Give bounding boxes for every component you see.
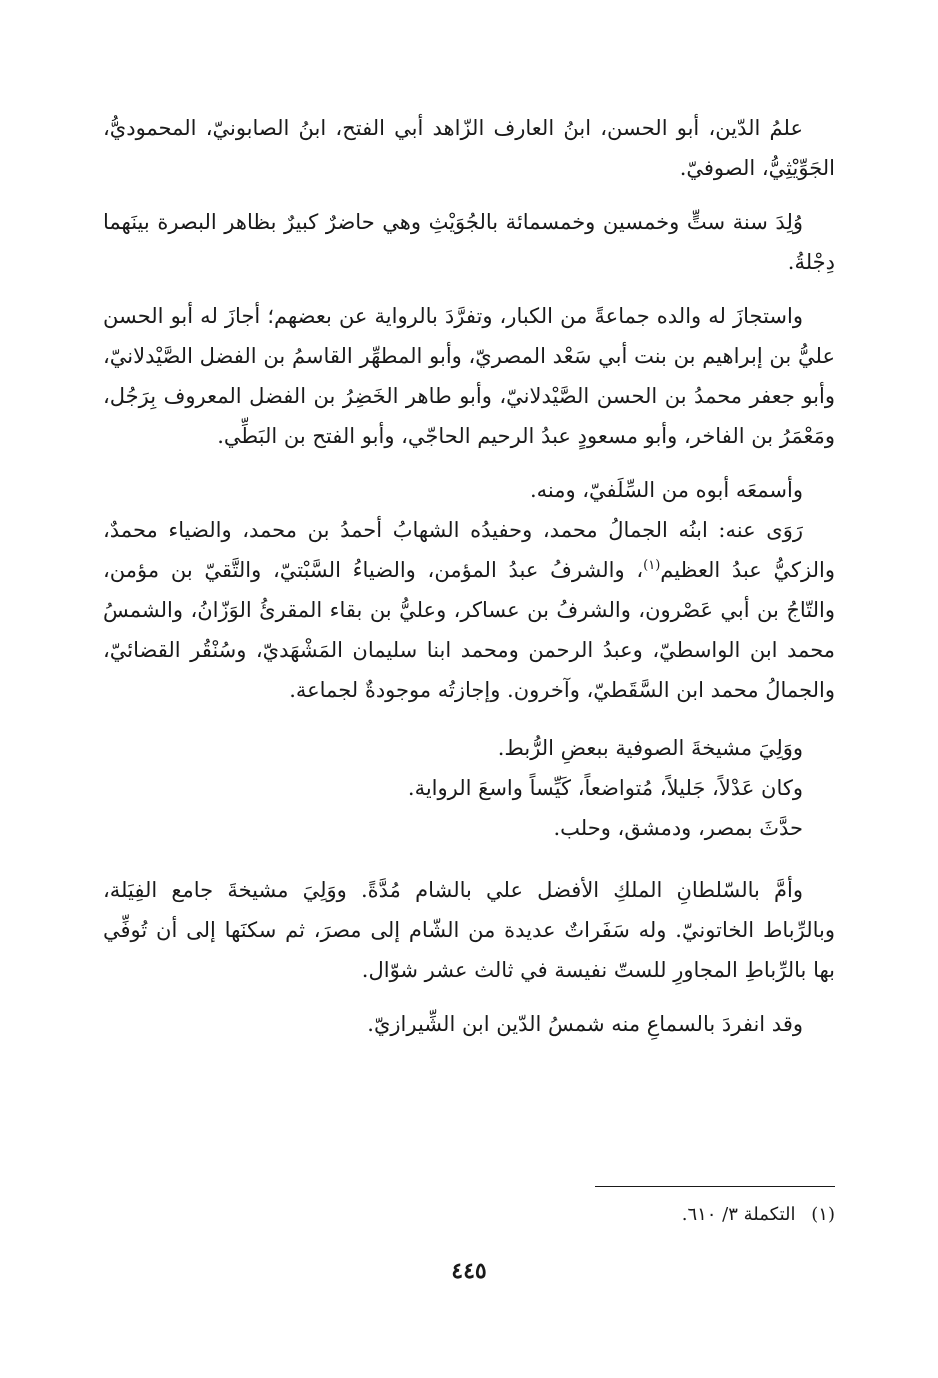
- footnote: [103, 1200, 835, 1230]
- line-sufi-post: ووَلِيَ مشيخةَ الصوفية ببعضِ الرُّبط.: [497, 736, 803, 760]
- paragraph-licenses: واستجازَ له والده جماعةً من الكبار، وتفرَّدَ بالرواية عن بعضهم؛ أجازَ له أبو الحسن عليُّ بن إبراهيم بن بنت أبي سَعْد المصريّ، وأبو المطهِّر القاسمُ بن الفضل الصَّيْدلانيّ، وأبو جعفر محمدُ بن الحسن الصَّيْدلانيّ، وأبو طاهر الخَضِرُ بن الفضل المعروف بِرَجُل، ومَعْمَرُ بن الفاخر، وأبو مسعودٍ عبدُ الرحيم الحاجّي، وأبو الفتح بن البَطِّي.: [103, 304, 835, 448]
- main-text: [103, 108, 835, 1044]
- page-number: ٤٤٥: [451, 1258, 487, 1284]
- footnote-marker: (١): [811, 1204, 835, 1225]
- narrators-text-b: ، والشرفُ عبدُ المؤمن، والضياءُ السَّبْتيّ، والتَّقيّ بن مؤمن، والتّاجُ بن أبي عَصْرون، والشرفُ بن عساكر، وعليُّ بن بقاء المقرئُ الوَزّانُ، والشمسُ محمد ابن الواسطيّ، وعبدُ الرحمن ومحمد ابنا سليمان المَشْهَديّ، وسُنْقُر القضائيّ، والجمالُ محمد ابن السَّقَطيّ، وآخرون. وإجازتُه موجودةٌ لجماعة.: [103, 558, 835, 702]
- paragraph-imam-travels: وأمَّ بالسّلطانِ الملكِ الأفضل علي بالشام مُدَّةً. ووَلِيَ مشيخةَ جامع الفِيَلة، وبالرِّباط الخاتونيّ. وله سَفَراتٌ عديدة من الشّام إلى مصرَ، ثم سكنَها إلى أن تُوفِّي بها بالرِّباطِ المجاورِ للستّ نفيسة في ثالث عشر شوّال.: [103, 878, 835, 982]
- paragraph-unique-hearing: وقد انفردَ بالسماعِ منه شمسُ الدّين ابن الشِّيرازيّ.: [367, 1012, 803, 1036]
- paragraph-birth: وُلِدَ سنة ستٍّ وخمسين وخمسمائة بالجُوَيْثِ وهي حاضرٌ كبيرٌ بظاهر البصرة بينَهما دِجْلةُ.: [103, 210, 835, 274]
- paragraph-name-lineage: علمُ الدّين، أبو الحسن، ابنُ العارف الزّاهد أبي الفتح، ابنُ الصابونيّ، المحموديُّ، الجَوِّيْثِيُّ، الصوفيّ.: [103, 116, 835, 180]
- line-character: وكان عَدْلاً، جَليلاً، مُتواضعاً، كَيِّساً واسعَ الرواية.: [407, 776, 803, 800]
- footnote-reference[interactable]: (١): [643, 558, 661, 573]
- narrators-text-a: رَوَى عنه: ابنُه الجمالُ محمد، وحفيدُه الشهابُ أحمدُ بن محمد، والضياء محمدٌ، والزكيُّ عبدُ العظيم: [103, 518, 836, 582]
- line-narrated-cities: حدَّثَ بمصر، ودمشق، وحلب.: [553, 816, 803, 840]
- footnote-text: التكملة ٣/ ٦١٠.: [681, 1204, 796, 1225]
- paragraph-heard: وأسمعَه أبوه من السِّلَفيّ، ومنه.: [529, 478, 803, 502]
- paragraph-narrators: [103, 510, 835, 710]
- footnote-divider: [595, 1186, 835, 1187]
